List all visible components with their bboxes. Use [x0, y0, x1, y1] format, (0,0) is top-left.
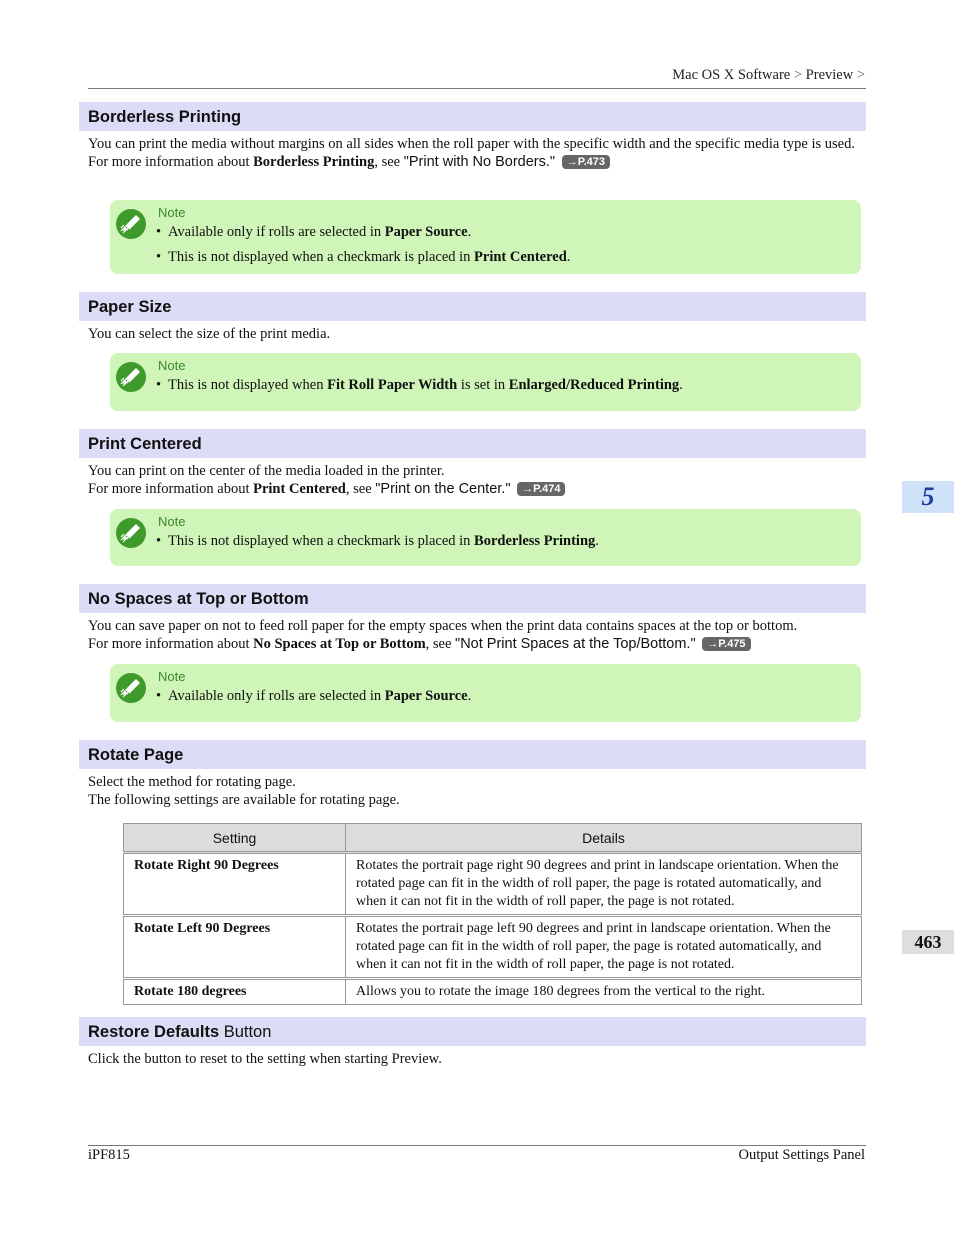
page-reference-badge[interactable]: →P.473: [562, 155, 610, 169]
footer-divider: [88, 1145, 866, 1146]
more-info-line: [88, 153, 866, 171]
note-list: [156, 223, 851, 273]
text: This is not displayed when: [168, 377, 328, 393]
pencil-note-icon: [115, 208, 147, 240]
section-heading-rotate-page: [79, 740, 866, 769]
text: , see: [425, 636, 456, 652]
page-reference-badge[interactable]: →P.475: [702, 637, 750, 651]
setting-cell: Rotate Left 90 Degrees: [124, 916, 346, 979]
text: is set in: [457, 377, 509, 393]
text: For more information about: [88, 154, 254, 170]
section-title: Print Centered: [88, 435, 202, 453]
note-list: [156, 687, 851, 712]
details-cell: Allows you to rotate the image 180 degrees from the vertical to the right.: [346, 979, 862, 1005]
more-info-line: [88, 635, 866, 653]
note-label: Note: [158, 205, 186, 220]
note-label: Note: [158, 514, 186, 529]
chapter-tab[interactable]: 5: [902, 481, 954, 513]
section-title: Restore Defaults: [88, 1023, 220, 1041]
note-box: [110, 664, 861, 722]
list-item: [156, 376, 851, 394]
breadcrumb: [672, 67, 865, 84]
column-header-details: Details: [346, 824, 862, 853]
bold-term: Enlarged/Reduced Printing: [508, 377, 680, 393]
section-title: Paper Size: [88, 298, 172, 316]
column-header-setting: Setting: [124, 824, 346, 853]
list-item: [156, 532, 851, 550]
paragraph: You can print the media without margins on all sides when the roll paper with the specific width and the specific media type is used.: [88, 136, 855, 152]
details-cell: Rotates the portrait page right 90 degrees and print in landscape orientation. When the rotated page can fit in the width of roll paper, the page is rotated automatically, and when it can not fit in the width of roll paper, the page is not rotated.: [346, 853, 862, 916]
setting-cell: Rotate Right 90 Degrees: [124, 853, 346, 916]
paragraph: You can select the size of the print media.: [88, 326, 331, 342]
bold-term: Print Centered: [253, 481, 346, 497]
breadcrumb-item[interactable]: Preview: [805, 67, 854, 83]
text: , see: [345, 481, 376, 497]
setting-cell: Rotate 180 degrees: [124, 979, 346, 1005]
section-title: No Spaces at Top or Bottom: [88, 590, 309, 608]
section-heading-no-spaces: [79, 584, 866, 613]
reference-link[interactable]: "Print with No Borders.": [403, 154, 556, 170]
section-body-borderless: [88, 135, 866, 171]
bold-term: Borderless Printing: [253, 154, 375, 170]
section-title: Borderless Printing: [88, 108, 242, 126]
section-body-rotate-page: [88, 773, 866, 809]
text: .: [679, 377, 683, 393]
details-cell: Rotates the portrait page left 90 degrees and print in landscape orientation. When the rotated page can fit in the width of roll paper, the page is rotated automatically, and when it can not fit in the width of roll paper, the page is not rotated.: [346, 916, 862, 979]
note-box: [110, 509, 861, 566]
reference-link[interactable]: "Not Print Spaces at the Top/Bottom.": [455, 636, 696, 652]
bold-term: Paper Source: [384, 224, 468, 240]
paragraph: You can save paper on not to feed roll paper for the empty spaces when the print data contains spaces at the top or bottom.: [88, 618, 798, 634]
section-body-print-centered: [88, 462, 866, 498]
section-heading-borderless-printing: [79, 102, 866, 131]
footer-model: iPF815: [88, 1147, 130, 1163]
text: .: [467, 224, 472, 240]
section-heading-restore-defaults: [79, 1017, 866, 1046]
reference-link[interactable]: "Print on the Center.": [375, 481, 511, 497]
header-divider: [88, 88, 866, 89]
note-box: [110, 353, 861, 411]
section-title: Rotate Page: [88, 746, 184, 764]
note-label: Note: [158, 358, 186, 373]
more-info-line: [88, 480, 866, 498]
page-number-tab: 463: [902, 930, 954, 954]
bold-term: Print Centered: [474, 249, 567, 265]
text: For more information about: [88, 636, 254, 652]
section-heading-paper-size: [79, 292, 866, 321]
breadcrumb-item[interactable]: Mac OS X Software: [672, 67, 791, 83]
paragraph: Select the method for rotating page.: [88, 774, 296, 790]
note-box: [110, 200, 861, 274]
list-item: [156, 687, 851, 705]
text: , see: [374, 154, 404, 170]
section-heading-print-centered: [79, 429, 866, 458]
text: Available only if rolls are selected in: [168, 224, 385, 240]
note-label: Note: [158, 669, 186, 684]
table-row: [124, 853, 862, 916]
breadcrumb-separator: >: [793, 67, 803, 83]
note-list: [156, 376, 851, 401]
list-item: [156, 223, 851, 241]
text: .: [467, 688, 472, 704]
section-title-suffix: Button: [219, 1023, 272, 1041]
text: For more information about: [88, 481, 254, 497]
section-body-paper-size: [88, 325, 866, 343]
text: Available only if rolls are selected in: [168, 688, 385, 704]
section-body-no-spaces: [88, 617, 866, 653]
bold-term: Fit Roll Paper Width: [327, 377, 458, 393]
pencil-note-icon: [115, 361, 147, 393]
pencil-note-icon: [115, 517, 147, 549]
footer-chapter-title: Output Settings Panel: [738, 1147, 865, 1163]
page-reference-badge[interactable]: →P.474: [517, 482, 565, 496]
text: .: [566, 249, 571, 265]
bold-term: No Spaces at Top or Bottom: [253, 636, 426, 652]
text: This is not displayed when a checkmark is placed in: [168, 249, 475, 265]
paragraph: Click the button to reset to the setting when starting Preview.: [88, 1051, 442, 1067]
note-list: [156, 532, 851, 557]
text: This is not displayed when a checkmark is placed in: [168, 533, 475, 549]
paragraph: The following settings are available for rotating page.: [88, 792, 400, 808]
list-item: [156, 248, 851, 266]
table-header-row: [124, 824, 862, 853]
paragraph: You can print on the center of the media loaded in the printer.: [88, 463, 445, 479]
section-body-restore: [88, 1050, 866, 1068]
breadcrumb-separator: >: [856, 67, 865, 83]
bold-term: Paper Source: [384, 688, 468, 704]
bold-term: Borderless Printing: [474, 533, 596, 549]
table-row: [124, 916, 862, 979]
table-row: [124, 979, 862, 1005]
text: .: [595, 533, 599, 549]
rotate-settings-table: [123, 823, 862, 1005]
pencil-note-icon: [115, 672, 147, 704]
